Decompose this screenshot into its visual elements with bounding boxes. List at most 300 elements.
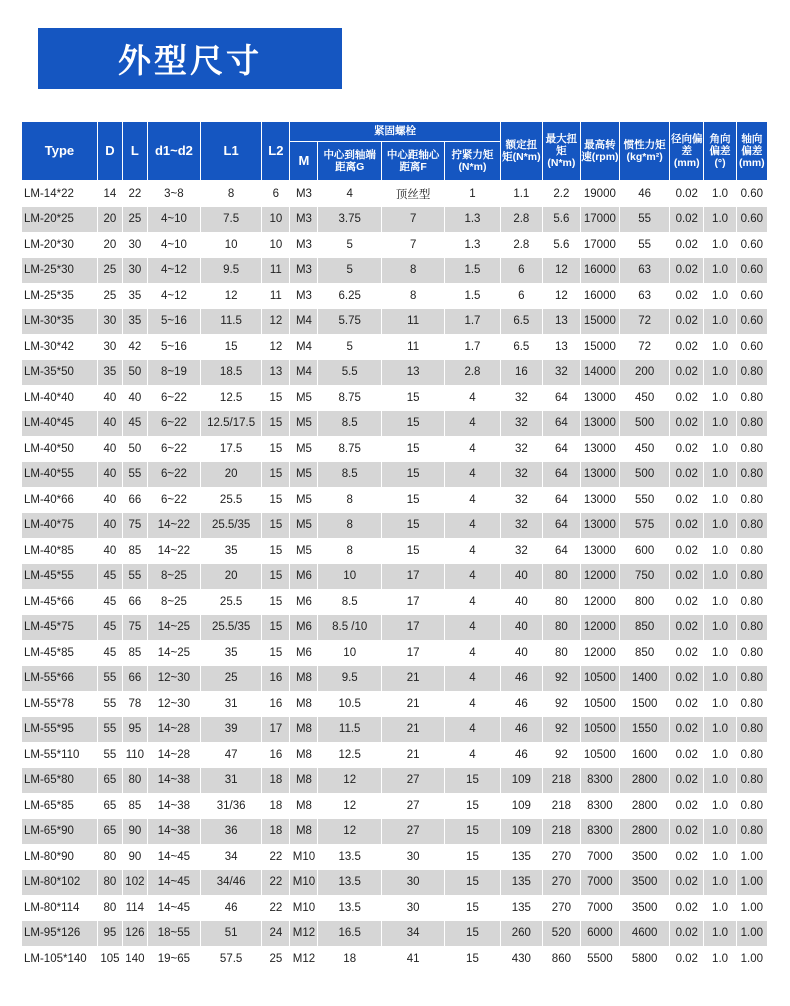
- cell-angular: 1.0: [704, 258, 736, 284]
- cell-type: LM-25*35: [22, 283, 98, 309]
- cell-g: 16.5: [318, 921, 381, 947]
- cell-rated-torque: 32: [500, 411, 543, 437]
- header-tighten-torque: 拧紧力矩(N*m): [445, 142, 500, 181]
- cell-f: 34: [381, 921, 444, 947]
- cell-axial: 1.00: [736, 870, 767, 896]
- cell-tighten-torque: 4: [445, 538, 500, 564]
- cell-max-torque: 270: [543, 870, 580, 896]
- cell-d1d2: 8~25: [147, 589, 200, 615]
- cell-l2: 11: [262, 283, 290, 309]
- cell-l2: 15: [262, 564, 290, 590]
- cell-inertia: 800: [620, 589, 670, 615]
- cell-tighten-torque: 15: [445, 844, 500, 870]
- cell-tighten-torque: 1.3: [445, 232, 500, 258]
- cell-axial: 0.60: [736, 232, 767, 258]
- table-row: [22, 385, 768, 411]
- table-row: [22, 895, 768, 921]
- cell-max-speed: 8300: [580, 819, 620, 845]
- cell-angular: 1.0: [704, 462, 736, 488]
- cell-m: M4: [290, 360, 318, 386]
- cell-type: LM-40*75: [22, 513, 98, 539]
- cell-rated-torque: 6.5: [500, 309, 543, 335]
- cell-axial: 0.80: [736, 742, 767, 768]
- cell-inertia: 450: [620, 385, 670, 411]
- cell-max-speed: 15000: [580, 334, 620, 360]
- cell-g: 13.5: [318, 844, 381, 870]
- cell-angular: 1.0: [704, 895, 736, 921]
- cell-d: 25: [97, 283, 122, 309]
- cell-l2: 18: [262, 819, 290, 845]
- cell-d1d2: 5~16: [147, 334, 200, 360]
- cell-type: LM-45*55: [22, 564, 98, 590]
- cell-l2: 15: [262, 538, 290, 564]
- table-row: [22, 870, 768, 896]
- cell-radial: 0.02: [670, 895, 704, 921]
- cell-m: M5: [290, 385, 318, 411]
- cell-angular: 1.0: [704, 844, 736, 870]
- cell-max-torque: 64: [543, 487, 580, 513]
- cell-l: 126: [122, 921, 147, 947]
- cell-radial: 0.02: [670, 232, 704, 258]
- cell-l1: 25.5/35: [200, 513, 261, 539]
- cell-l2: 15: [262, 640, 290, 666]
- header-m: M: [290, 142, 318, 181]
- cell-type: LM-40*85: [22, 538, 98, 564]
- cell-d: 30: [97, 309, 122, 335]
- cell-max-speed: 8300: [580, 768, 620, 794]
- cell-max-speed: 12000: [580, 615, 620, 641]
- cell-d1d2: 8~19: [147, 360, 200, 386]
- cell-l1: 47: [200, 742, 261, 768]
- cell-max-torque: 860: [543, 946, 580, 972]
- cell-type: LM-55*110: [22, 742, 98, 768]
- cell-tighten-torque: 4: [445, 385, 500, 411]
- table-row: [22, 513, 768, 539]
- cell-axial: 0.80: [736, 513, 767, 539]
- cell-angular: 1.0: [704, 742, 736, 768]
- cell-f: 7: [381, 207, 444, 233]
- header-g: 中心到轴端距离G: [318, 142, 381, 181]
- cell-l2: 16: [262, 691, 290, 717]
- cell-tighten-torque: 15: [445, 793, 500, 819]
- cell-f: 13: [381, 360, 444, 386]
- cell-radial: 0.02: [670, 462, 704, 488]
- cell-d: 45: [97, 640, 122, 666]
- cell-type: LM-95*126: [22, 921, 98, 947]
- cell-inertia: 4600: [620, 921, 670, 947]
- cell-axial: 0.80: [736, 360, 767, 386]
- cell-d: 14: [97, 181, 122, 207]
- cell-g: 12: [318, 793, 381, 819]
- cell-m: M4: [290, 309, 318, 335]
- cell-max-speed: 7000: [580, 895, 620, 921]
- cell-l1: 25.5: [200, 487, 261, 513]
- cell-tighten-torque: 4: [445, 615, 500, 641]
- cell-l1: 35: [200, 538, 261, 564]
- cell-type: LM-25*30: [22, 258, 98, 284]
- cell-l: 85: [122, 538, 147, 564]
- cell-m: M5: [290, 487, 318, 513]
- cell-angular: 1.0: [704, 411, 736, 437]
- cell-inertia: 1550: [620, 717, 670, 743]
- cell-inertia: 850: [620, 640, 670, 666]
- cell-max-torque: 5.6: [543, 207, 580, 233]
- cell-rated-torque: 109: [500, 819, 543, 845]
- cell-d: 55: [97, 742, 122, 768]
- cell-g: 5: [318, 258, 381, 284]
- cell-max-torque: 80: [543, 564, 580, 590]
- table-row: [22, 819, 768, 845]
- cell-l1: 36: [200, 819, 261, 845]
- cell-rated-torque: 2.8: [500, 207, 543, 233]
- cell-d: 45: [97, 564, 122, 590]
- cell-tighten-torque: 4: [445, 742, 500, 768]
- cell-l: 114: [122, 895, 147, 921]
- cell-d: 30: [97, 334, 122, 360]
- cell-l: 66: [122, 589, 147, 615]
- cell-inertia: 850: [620, 615, 670, 641]
- cell-angular: 1.0: [704, 666, 736, 692]
- cell-l: 85: [122, 793, 147, 819]
- cell-radial: 0.02: [670, 819, 704, 845]
- cell-m: M8: [290, 666, 318, 692]
- cell-l2: 12: [262, 334, 290, 360]
- cell-radial: 0.02: [670, 768, 704, 794]
- cell-m: M5: [290, 411, 318, 437]
- cell-inertia: 72: [620, 309, 670, 335]
- cell-d: 40: [97, 538, 122, 564]
- cell-radial: 0.02: [670, 844, 704, 870]
- cell-d: 65: [97, 768, 122, 794]
- cell-radial: 0.02: [670, 691, 704, 717]
- cell-max-speed: 19000: [580, 181, 620, 207]
- page-title: 外型尺寸: [38, 28, 342, 89]
- cell-m: M10: [290, 844, 318, 870]
- cell-max-speed: 12000: [580, 589, 620, 615]
- cell-l2: 12: [262, 309, 290, 335]
- cell-rated-torque: 32: [500, 513, 543, 539]
- cell-max-speed: 13000: [580, 462, 620, 488]
- cell-max-speed: 13000: [580, 487, 620, 513]
- cell-tighten-torque: 4: [445, 462, 500, 488]
- cell-rated-torque: 32: [500, 538, 543, 564]
- cell-l2: 10: [262, 207, 290, 233]
- cell-m: M6: [290, 640, 318, 666]
- cell-l1: 39: [200, 717, 261, 743]
- cell-f: 8: [381, 283, 444, 309]
- cell-max-speed: 8300: [580, 793, 620, 819]
- cell-f: 27: [381, 793, 444, 819]
- cell-rated-torque: 135: [500, 895, 543, 921]
- header-d: D: [97, 122, 122, 181]
- cell-max-torque: 520: [543, 921, 580, 947]
- cell-type: LM-80*90: [22, 844, 98, 870]
- cell-rated-torque: 46: [500, 666, 543, 692]
- cell-tighten-torque: 2.8: [445, 360, 500, 386]
- cell-g: 12.5: [318, 742, 381, 768]
- cell-rated-torque: 16: [500, 360, 543, 386]
- header-max-torque: 最大扭矩(N*m): [543, 122, 580, 181]
- cell-radial: 0.02: [670, 385, 704, 411]
- cell-d1d2: 14~38: [147, 819, 200, 845]
- cell-tighten-torque: 4: [445, 564, 500, 590]
- cell-radial: 0.02: [670, 717, 704, 743]
- cell-max-torque: 218: [543, 793, 580, 819]
- cell-type: LM-65*90: [22, 819, 98, 845]
- table-row: [22, 640, 768, 666]
- cell-radial: 0.02: [670, 181, 704, 207]
- cell-type: LM-30*42: [22, 334, 98, 360]
- cell-d: 25: [97, 258, 122, 284]
- cell-d1d2: 4~12: [147, 258, 200, 284]
- cell-angular: 1.0: [704, 385, 736, 411]
- cell-max-torque: 92: [543, 717, 580, 743]
- cell-axial: 1.00: [736, 895, 767, 921]
- table-row: [22, 564, 768, 590]
- cell-f: 30: [381, 870, 444, 896]
- cell-f: 41: [381, 946, 444, 972]
- cell-g: 18: [318, 946, 381, 972]
- cell-rated-torque: 46: [500, 742, 543, 768]
- cell-l1: 57.5: [200, 946, 261, 972]
- cell-l: 55: [122, 564, 147, 590]
- cell-angular: 1.0: [704, 360, 736, 386]
- cell-max-speed: 7000: [580, 844, 620, 870]
- cell-g: 8.5: [318, 411, 381, 437]
- cell-angular: 1.0: [704, 564, 736, 590]
- cell-angular: 1.0: [704, 717, 736, 743]
- cell-m: M4: [290, 334, 318, 360]
- cell-angular: 1.0: [704, 513, 736, 539]
- cell-max-torque: 12: [543, 258, 580, 284]
- table-row: [22, 309, 768, 335]
- cell-radial: 0.02: [670, 870, 704, 896]
- cell-tighten-torque: 4: [445, 436, 500, 462]
- cell-g: 10: [318, 640, 381, 666]
- cell-max-torque: 92: [543, 666, 580, 692]
- cell-m: M8: [290, 691, 318, 717]
- cell-l1: 20: [200, 462, 261, 488]
- cell-angular: 1.0: [704, 538, 736, 564]
- header-axial: 轴向偏差(mm): [736, 122, 767, 181]
- cell-m: M6: [290, 615, 318, 641]
- table-row: [22, 589, 768, 615]
- cell-l2: 22: [262, 895, 290, 921]
- cell-inertia: 55: [620, 232, 670, 258]
- cell-type: LM-40*50: [22, 436, 98, 462]
- cell-radial: 0.02: [670, 615, 704, 641]
- cell-f: 21: [381, 742, 444, 768]
- cell-axial: 0.80: [736, 691, 767, 717]
- cell-m: M3: [290, 207, 318, 233]
- cell-l1: 20: [200, 564, 261, 590]
- cell-tighten-torque: 1.5: [445, 258, 500, 284]
- cell-d1d2: 4~10: [147, 232, 200, 258]
- cell-l1: 25.5/35: [200, 615, 261, 641]
- cell-rated-torque: 46: [500, 717, 543, 743]
- cell-l1: 34: [200, 844, 261, 870]
- cell-m: M3: [290, 258, 318, 284]
- cell-f: 15: [381, 411, 444, 437]
- cell-d1d2: 14~45: [147, 895, 200, 921]
- cell-type: LM-45*66: [22, 589, 98, 615]
- cell-axial: 1.00: [736, 921, 767, 947]
- cell-tighten-torque: 1.7: [445, 334, 500, 360]
- table-row: [22, 768, 768, 794]
- cell-max-torque: 80: [543, 589, 580, 615]
- cell-g: 9.5: [318, 666, 381, 692]
- cell-l2: 15: [262, 487, 290, 513]
- cell-axial: 0.60: [736, 258, 767, 284]
- cell-inertia: 46: [620, 181, 670, 207]
- cell-d: 45: [97, 615, 122, 641]
- table-row: [22, 538, 768, 564]
- cell-radial: 0.02: [670, 640, 704, 666]
- cell-rated-torque: 6.5: [500, 334, 543, 360]
- cell-l: 50: [122, 360, 147, 386]
- cell-tighten-torque: 4: [445, 411, 500, 437]
- cell-l1: 9.5: [200, 258, 261, 284]
- cell-max-torque: 64: [543, 513, 580, 539]
- cell-type: LM-80*102: [22, 870, 98, 896]
- table-body: [22, 181, 768, 972]
- cell-l1: 31: [200, 768, 261, 794]
- cell-type: LM-40*66: [22, 487, 98, 513]
- cell-d1d2: 14~38: [147, 793, 200, 819]
- cell-m: M3: [290, 232, 318, 258]
- cell-inertia: 63: [620, 258, 670, 284]
- cell-l: 66: [122, 666, 147, 692]
- header-l: L: [122, 122, 147, 181]
- cell-l: 140: [122, 946, 147, 972]
- cell-radial: 0.02: [670, 258, 704, 284]
- cell-inertia: 2800: [620, 819, 670, 845]
- cell-angular: 1.0: [704, 640, 736, 666]
- cell-inertia: 3500: [620, 844, 670, 870]
- cell-l: 66: [122, 487, 147, 513]
- cell-l1: 15: [200, 334, 261, 360]
- cell-l1: 25.5: [200, 589, 261, 615]
- cell-g: 5.75: [318, 309, 381, 335]
- cell-m: M8: [290, 819, 318, 845]
- table-row: [22, 946, 768, 972]
- cell-max-speed: 7000: [580, 870, 620, 896]
- cell-l: 25: [122, 207, 147, 233]
- cell-axial: 0.80: [736, 487, 767, 513]
- cell-inertia: 750: [620, 564, 670, 590]
- cell-radial: 0.02: [670, 513, 704, 539]
- cell-angular: 1.0: [704, 181, 736, 207]
- cell-d1d2: 4~10: [147, 207, 200, 233]
- table-row: [22, 666, 768, 692]
- cell-l2: 17: [262, 717, 290, 743]
- cell-m: M12: [290, 921, 318, 947]
- cell-l2: 15: [262, 436, 290, 462]
- cell-l2: 18: [262, 793, 290, 819]
- cell-axial: 0.80: [736, 538, 767, 564]
- table-row: [22, 283, 768, 309]
- cell-radial: 0.02: [670, 538, 704, 564]
- cell-max-torque: 64: [543, 462, 580, 488]
- cell-type: LM-65*85: [22, 793, 98, 819]
- cell-d1d2: 14~28: [147, 717, 200, 743]
- cell-f: 27: [381, 819, 444, 845]
- cell-d1d2: 14~22: [147, 538, 200, 564]
- cell-l: 50: [122, 436, 147, 462]
- header-screw-group: 紧固螺栓: [290, 122, 500, 142]
- cell-l: 90: [122, 819, 147, 845]
- cell-radial: 0.02: [670, 487, 704, 513]
- table-row: [22, 742, 768, 768]
- cell-tighten-torque: 4: [445, 691, 500, 717]
- cell-m: M5: [290, 538, 318, 564]
- cell-rated-torque: 40: [500, 589, 543, 615]
- cell-max-torque: 13: [543, 309, 580, 335]
- cell-axial: 0.80: [736, 615, 767, 641]
- cell-g: 8: [318, 487, 381, 513]
- cell-inertia: 63: [620, 283, 670, 309]
- cell-max-torque: 32: [543, 360, 580, 386]
- cell-l2: 18: [262, 768, 290, 794]
- cell-g: 3.75: [318, 207, 381, 233]
- cell-max-speed: 13000: [580, 436, 620, 462]
- cell-d1d2: 14~45: [147, 870, 200, 896]
- spec-table: [21, 121, 768, 972]
- cell-max-torque: 5.6: [543, 232, 580, 258]
- cell-m: M8: [290, 742, 318, 768]
- cell-rated-torque: 2.8: [500, 232, 543, 258]
- cell-g: 4: [318, 181, 381, 207]
- cell-l2: 25: [262, 946, 290, 972]
- cell-f: 8: [381, 258, 444, 284]
- cell-d1d2: 14~25: [147, 615, 200, 641]
- cell-l1: 10: [200, 232, 261, 258]
- cell-l: 85: [122, 640, 147, 666]
- table-row: [22, 207, 768, 233]
- header-inertia: 惯性力矩(kg*m²): [620, 122, 670, 181]
- table-row: [22, 334, 768, 360]
- cell-l2: 15: [262, 615, 290, 641]
- cell-l2: 15: [262, 411, 290, 437]
- cell-max-speed: 12000: [580, 564, 620, 590]
- cell-inertia: 2800: [620, 793, 670, 819]
- cell-tighten-torque: 4: [445, 666, 500, 692]
- table-row: [22, 793, 768, 819]
- cell-tighten-torque: 4: [445, 513, 500, 539]
- cell-g: 12: [318, 819, 381, 845]
- cell-m: M8: [290, 717, 318, 743]
- cell-axial: 1.00: [736, 844, 767, 870]
- cell-rated-torque: 135: [500, 870, 543, 896]
- cell-max-speed: 13000: [580, 411, 620, 437]
- cell-rated-torque: 40: [500, 640, 543, 666]
- table-row: [22, 921, 768, 947]
- header-l2: L2: [262, 122, 290, 181]
- cell-g: 8: [318, 513, 381, 539]
- cell-d: 105: [97, 946, 122, 972]
- cell-type: LM-80*114: [22, 895, 98, 921]
- cell-radial: 0.02: [670, 946, 704, 972]
- cell-d1d2: 12~30: [147, 666, 200, 692]
- cell-angular: 1.0: [704, 207, 736, 233]
- table-row: [22, 360, 768, 386]
- cell-max-speed: 17000: [580, 232, 620, 258]
- cell-max-speed: 16000: [580, 283, 620, 309]
- cell-f: 15: [381, 487, 444, 513]
- cell-type: LM-105*140: [22, 946, 98, 972]
- cell-max-torque: 270: [543, 895, 580, 921]
- cell-l1: 7.5: [200, 207, 261, 233]
